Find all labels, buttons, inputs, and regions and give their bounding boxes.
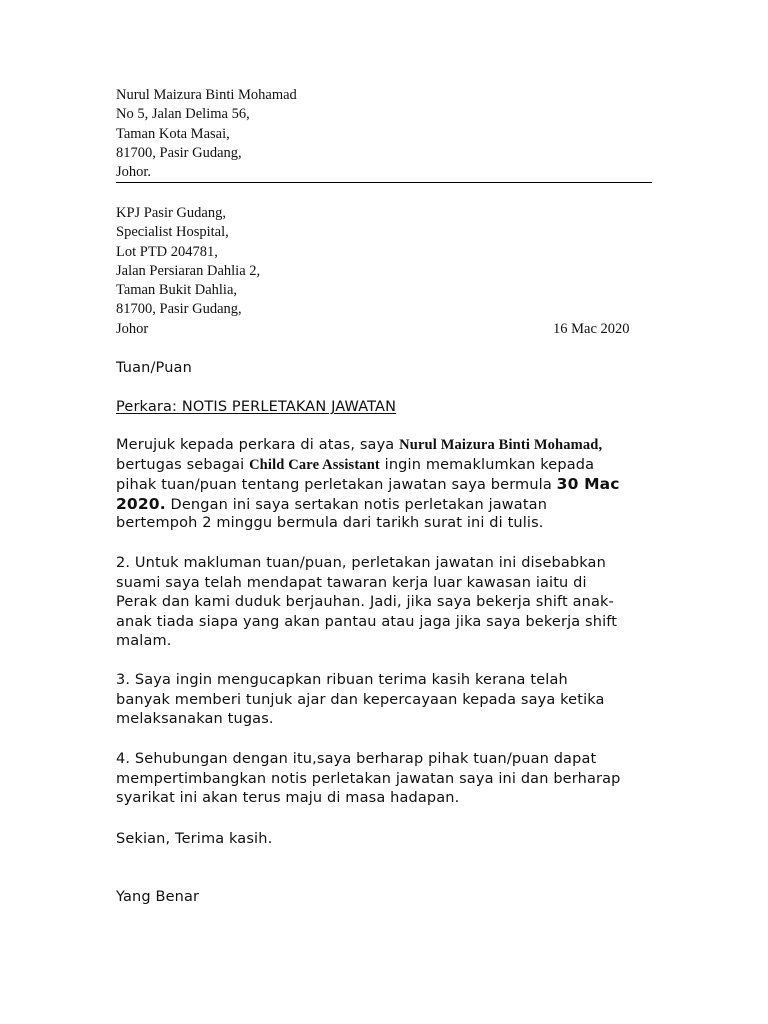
sender-address-line: No 5, Jalan Delima 56, [116, 106, 250, 123]
salutation: Tuan/Puan [116, 360, 192, 376]
paragraph-4 [116, 750, 656, 809]
sender-address-line: Taman Kota Masai, [116, 125, 230, 142]
paragraph-line: suami saya telah mendapat tawaran kerja luar kawasan iaitu di [116, 574, 587, 591]
paragraph-line: banyak memberi tunjuk ajar dan kepercayaan kepada saya ketika [116, 691, 605, 708]
sender-address [116, 86, 656, 182]
letter-date: 16 Mac 2020 [553, 321, 630, 337]
paragraph-line: 2. Untuk makluman tuan/puan, perletakan jawatan ini disebabkan [116, 555, 606, 571]
paragraph-line: mempertimbangkan notis perletakan jawatan saya ini dan berharap [116, 770, 621, 787]
recipient-address-line: 81700, Pasir Gudang, [116, 301, 242, 318]
recipient-address-line: Specialist Hospital, [116, 224, 229, 241]
resignation-year: 2020. [116, 494, 166, 513]
paragraph-text: pihak tuan/puan tentang perletakan jawatan saya bermula [116, 477, 557, 494]
paragraph-line: anak tiada siapa yang akan pantau atau jaga jika saya bekerja shift [116, 613, 618, 630]
paragraph-line [116, 436, 656, 456]
paragraph-text: Merujuk kepada perkara di atas, saya [116, 437, 400, 453]
paragraph-line: melaksanakan tugas. [116, 711, 274, 728]
recipient-address-line: KPJ Pasir Gudang, [116, 205, 226, 221]
sender-address-line: Johor. [116, 164, 152, 181]
paragraph-line [116, 495, 656, 515]
paragraph-3 [116, 671, 656, 730]
paragraph-line: 3. Saya ingin mengucapkan ribuan terima kasih kerana telah [116, 672, 568, 688]
paragraph-line: 4. Sehubungan dengan itu,saya berharap pihak tuan/puan dapat [116, 751, 597, 767]
paragraph-1 [116, 436, 656, 534]
recipient-address-line: Johor [116, 320, 149, 337]
header-divider [116, 182, 652, 183]
paragraph-line: bertempoh 2 minggu bermula dari tarikh surat ini di tulis. [116, 515, 544, 532]
paragraph-line: syarikat ini akan terus maju di masa hadapan. [116, 790, 460, 807]
employee-name: Nurul Maizura Binti Mohamad, [399, 437, 603, 453]
sender-name: Nurul Maizura Binti Mohamad [116, 87, 297, 103]
recipient-address-line: Lot PTD 204781, [116, 243, 218, 260]
paragraph-text: ingin memaklumkan kepada [379, 456, 595, 473]
sender-address-line: 81700, Pasir Gudang, [116, 144, 242, 161]
paragraph-line [116, 475, 656, 495]
paragraph-2 [116, 554, 656, 652]
job-position: Child Care Assistant [249, 456, 380, 473]
signoff: Yang Benar [116, 889, 200, 905]
recipient-address-line: Taman Bukit Dahlia, [116, 282, 237, 299]
letter-subject: Perkara: NOTIS PERLETAKAN JAWATAN [116, 399, 397, 415]
paragraph-line [116, 456, 656, 476]
paragraph-text: Dengan ini saya sertakan notis perletakan jawatan [165, 496, 548, 513]
paragraph-line: malam. [116, 633, 172, 650]
closing-line: Sekian, Terima kasih. [116, 831, 273, 847]
recipient-address-line: Jalan Persiaran Dahlia 2, [116, 262, 261, 279]
paragraph-text: bertugas sebagai [116, 456, 250, 473]
paragraph-line: Perak dan kami duduk berjauhan. Jadi, jika saya bekerja shift anak- [116, 594, 614, 611]
resignation-date: 30 Mac [556, 475, 620, 494]
